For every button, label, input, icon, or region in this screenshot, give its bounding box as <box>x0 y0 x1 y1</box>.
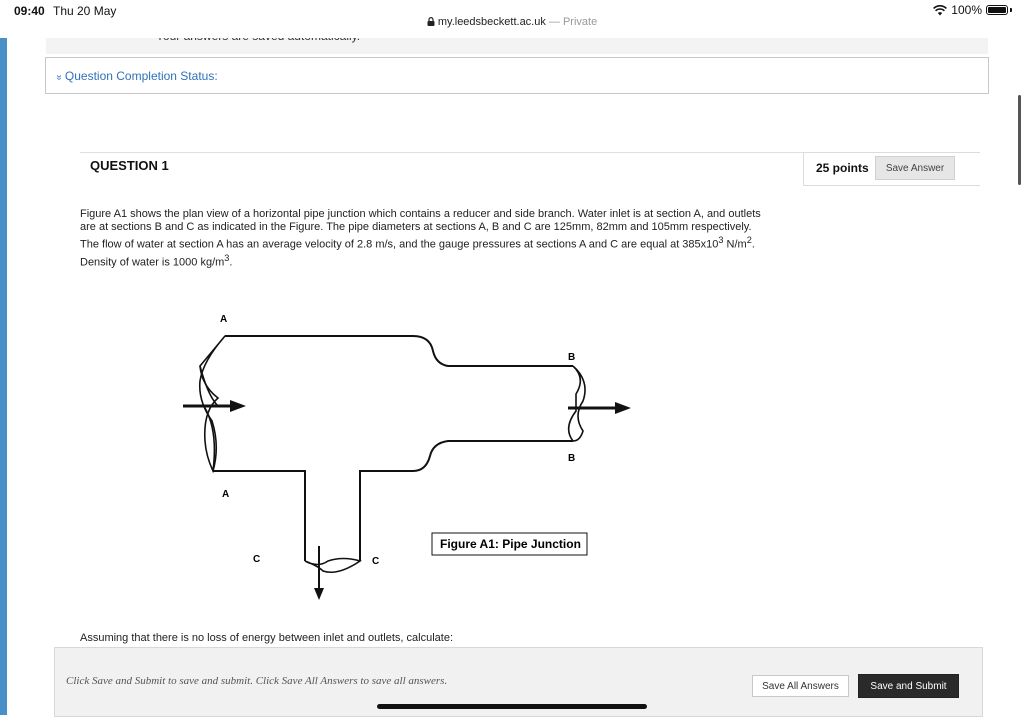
label-b-bottom: B <box>568 453 576 464</box>
home-indicator[interactable] <box>377 704 647 709</box>
label-c-right: C <box>372 556 380 567</box>
save-and-submit-button[interactable]: Save and Submit <box>858 674 959 698</box>
section-b-ellipse <box>569 366 585 441</box>
question-text: Figure A1 shows the plan view of a horizontal pipe junction which contains a reducer and side branch. Water inlet is at section A, and outlets are at sections B and C as indicated in the Figure. The pipe diameters at sections A, B and C are 125mm, 82mm and 105mm respectively. The flow of water at section A has an average velocity of 2.8 m/s, and the gauge pressures at sections A and C are equal at $385x10^3$ $N/m^2$. Density of water is 1000 $kg/m^3$. <box>80 208 761 269</box>
address-bar[interactable] <box>0 16 1024 28</box>
pipe-outline <box>213 336 576 561</box>
battery-icon <box>986 5 1008 15</box>
date: Thu 20 May <box>53 4 117 18</box>
battery-tip <box>1010 8 1012 12</box>
status-bar <box>0 0 1024 38</box>
points-value: 25 points <box>816 161 869 175</box>
url-text: my.leedsbeckett.ac.uk <box>437 16 546 28</box>
autosave-banner <box>46 38 988 54</box>
label-c-left: C <box>253 554 261 565</box>
completion-label: Question Completion Status: <box>64 69 218 83</box>
submit-hint: Click Save and Submit to save and submit. Click Save All Answers to save all answers. <box>66 675 448 687</box>
wifi-icon <box>933 5 947 16</box>
save-all-answers-button[interactable]: Save All Answers <box>752 675 849 697</box>
completion-toggle[interactable] <box>53 69 218 83</box>
status-right <box>933 3 1012 17</box>
label-b-top: B <box>568 352 576 363</box>
question-title: QUESTION 1 <box>90 158 169 173</box>
section-a-ellipse <box>200 336 225 471</box>
label-a-top: A <box>220 314 228 325</box>
double-chevron-icon: » <box>53 74 65 81</box>
points-box <box>803 152 980 186</box>
private-label: — Private <box>545 16 598 28</box>
label-a-bottom: A <box>222 489 230 500</box>
save-answer-button[interactable]: Save Answer <box>875 156 955 180</box>
left-accent-bar <box>0 38 7 715</box>
battery-percent: 100% <box>951 3 982 17</box>
figure-caption: Figure A1: Pipe Junction <box>440 537 581 551</box>
assumption-text: Assuming that there is no loss of energy between inlet and outlets, calculate: <box>80 632 453 644</box>
scroll-indicator[interactable] <box>1018 95 1021 185</box>
outlet-c-arrow-head <box>314 588 324 600</box>
lock-icon <box>427 17 435 26</box>
question-completion-status[interactable] <box>45 57 989 94</box>
outlet-b-arrow-head <box>615 402 631 414</box>
clock: 09:40 <box>14 4 45 18</box>
section-c-ellipse <box>305 559 360 573</box>
inlet-arrow-head <box>230 400 246 412</box>
pipe-junction-figure <box>178 306 638 606</box>
